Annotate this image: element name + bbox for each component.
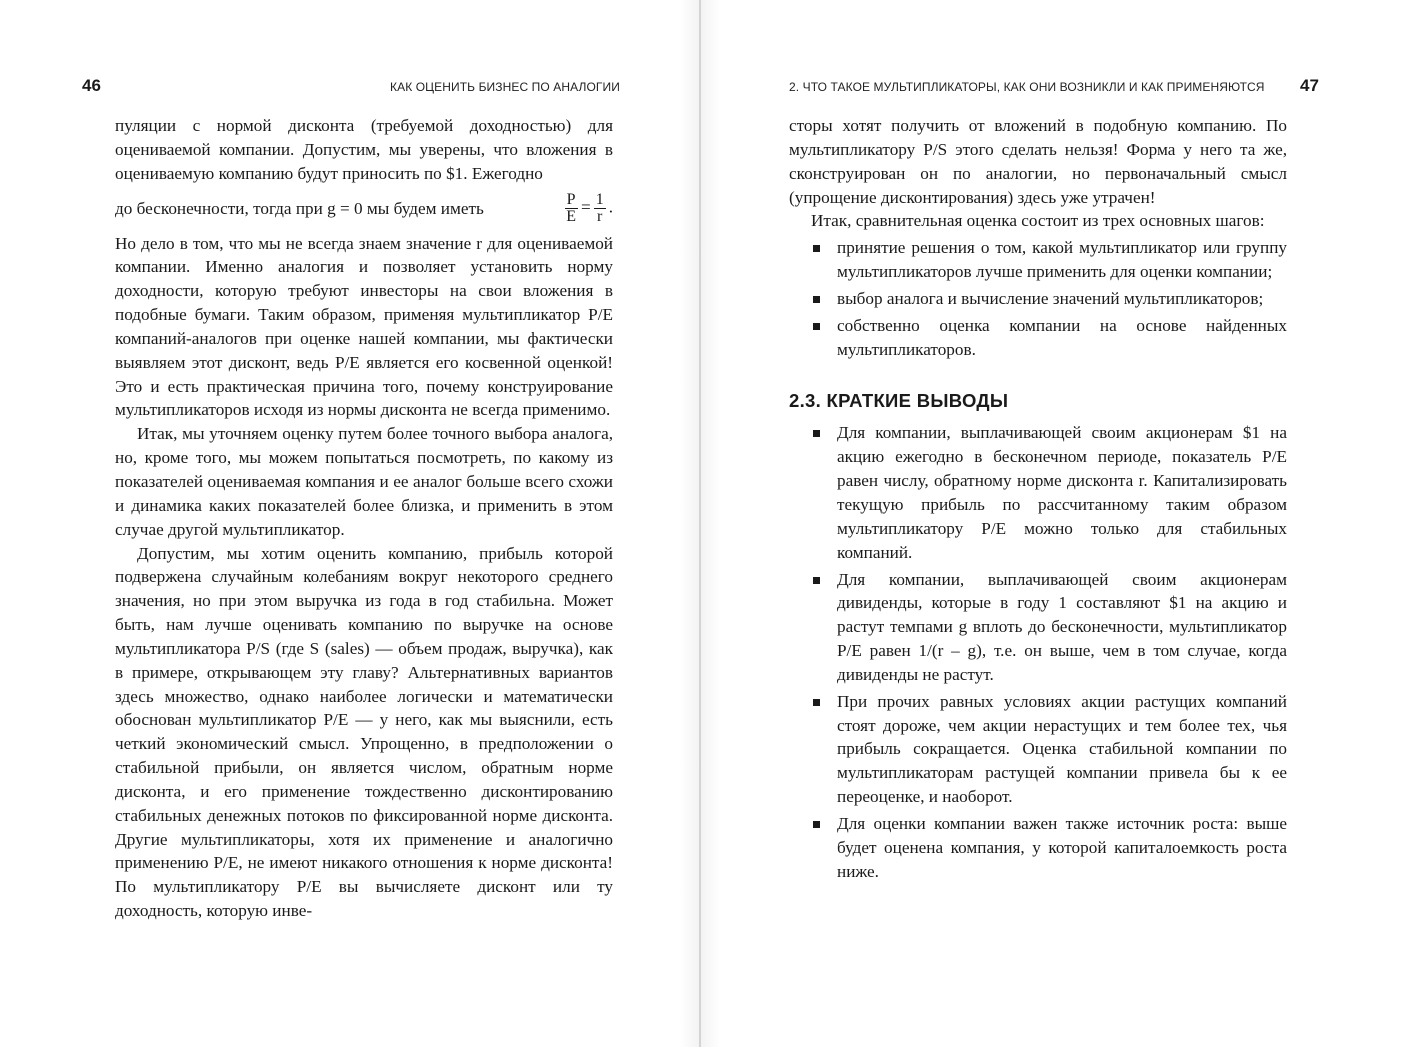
right-paragraph-1: сторы хотят получить от вложений в подобную компанию. По мультипликатору P/S этого сделать нельзя! Форма у него та же, сконструирован он по аналогии, но первоначальный смысл (упрощение дисконтирования) здесь уже утрачен! bbox=[789, 116, 1287, 207]
bullet-icon bbox=[813, 296, 820, 303]
left-running-head: КАК ОЦЕНИТЬ БИЗНЕС ПО АНАЛОГИИ bbox=[390, 80, 620, 94]
left-paragraph-1-continued: Но дело в том, что мы не всегда знаем значение r для оцениваемой компании. Именно аналогия и позволяет установить норму доходности, которую требуют инвесторы на свои вложения в подобные бумаги. Таким образом, применяя мультипликатор P/E компаний-аналогов при оценке нашей компании, мы фактически выявляем этот дисконт, ведь P/E является его косвенной оценкой! Это и есть практическая причина того, почему конструирование мультипликаторов исходя из нормы дисконта не всегда применимо. bbox=[115, 233, 613, 420]
list-item-text: При прочих равных условиях акции растущих компаний стоят дороже, чем акции нерастущих и тем более тех, чья прибыль сокращается. Оценка стабильной компании по мультипликаторам растущей компании привела бы к ее переоценке, и наоборот. bbox=[837, 691, 1287, 807]
conclusions-list bbox=[789, 421, 1287, 883]
formula-line bbox=[115, 186, 613, 232]
list-item bbox=[789, 236, 1287, 284]
list-item-text: собственно оценка компании на основе найденных мультипликаторов. bbox=[837, 315, 1287, 359]
formula-lead-text: до бесконечности, тогда при g = 0 мы будем иметь bbox=[115, 198, 484, 218]
formula-equals: = bbox=[581, 197, 591, 217]
list-item bbox=[789, 314, 1287, 362]
right-page-number: 47 bbox=[1300, 76, 1319, 95]
list-item-text: выбор аналога и вычисление значений мультипликаторов; bbox=[837, 288, 1264, 308]
bullet-icon bbox=[813, 430, 820, 437]
list-item bbox=[789, 690, 1287, 809]
right-running-head: 2. ЧТО ТАКОЕ МУЛЬТИПЛИКАТОРЫ, КАК ОНИ ВОЗНИКЛИ И КАК ПРИМЕНЯЮТСЯ bbox=[789, 80, 1265, 94]
list-item bbox=[789, 812, 1287, 884]
list-item bbox=[789, 568, 1287, 687]
left-page-body bbox=[115, 114, 613, 923]
list-item-text: Для компании, выплачивающей своим акционерам дивиденды, которые в году 1 составляют $1 на акцию и растут темпами g вплоть до бесконечности, мультипликатор P/E равен 1/(r – g), т.е. он выше, чем в том случае, когда дивиденды не растут. bbox=[837, 569, 1287, 684]
left-paragraph-3: Допустим, мы хотим оценить компанию, прибыль которой подвержена случайным колебаниям вокруг некоторого среднего значения, но при этом выручка из года в год стабильна. Может быть, нам лучше оценивать компанию по выручке на основе мультипликатора P/S (где S (sales) — объем продаж, выручка), как в примере, открывающем эту главу? Альтернативных вариантов здесь множество, однако наиболее логически и математически обоснован мультипликатор P/E — у него, как мы выяснили, есть четкий экономический смысл. Упрощенно, в предположении о стабильной прибыли, он является числом, обратным норме дисконта, и его применение тождественно дисконтированию стабильных денежных потоков по фиксированной норме дисконта. Другие мультипликаторы, хотя их применение и аналогично применению P/E, не имеют никакого отношения к норме дисконта! По мультипликатору P/E вы вычисляете дисконт или ту доходность, которую инве- bbox=[115, 543, 613, 921]
fraction-1r-numerator: 1 bbox=[595, 191, 604, 209]
fraction-pe-numerator: P bbox=[566, 191, 576, 209]
spine-line bbox=[699, 0, 701, 1047]
list-item-text: Для оценки компании важен также источник роста: выше будет оценена компания, у которой капиталоемкость роста ниже. bbox=[837, 813, 1287, 881]
fraction-pe-denominator: E bbox=[566, 208, 576, 226]
right-paragraph-2: Итак, сравнительная оценка состоит из трех основных шагов: bbox=[811, 211, 1265, 231]
section-heading: 2.3. КРАТКИЕ ВЫВОДЫ bbox=[789, 390, 1009, 412]
bullet-icon bbox=[813, 323, 820, 330]
left-paragraph-1: пуляции с нормой дисконта (требуемой доходностью) для оцениваемой компании. Допустим, мы уверены, что вложения в оцениваемую компанию будут приносить по $1. Ежегодно bbox=[115, 116, 613, 183]
list-item-text: Для компании, выплачивающей своим акционерам $1 на акцию ежегодно в бесконечном периоде, показатель P/E равен числу, обратному норме дисконта r. Капитализировать текущую прибыль по рассчитанному таким образом мультипликатору P/E можно только для стабильных компаний. bbox=[837, 423, 1287, 562]
formula-period: . bbox=[608, 197, 613, 217]
bullet-icon bbox=[813, 699, 820, 706]
right-page-body bbox=[789, 114, 1287, 883]
bullet-icon bbox=[813, 577, 820, 584]
bullet-icon bbox=[813, 821, 820, 828]
formula bbox=[561, 192, 613, 225]
steps-list bbox=[789, 236, 1287, 361]
left-paragraph-2: Итак, мы уточняем оценку путем более точного выбора аналога, но, кроме того, мы можем попытаться посмотреть, по какому из показателей оцениваемая компания и ее аналог больше всего схожи и динамика каких показателей более близка, и применить в этом случае другой мультипликатор. bbox=[115, 424, 613, 539]
fraction-1r bbox=[594, 192, 606, 225]
list-item bbox=[789, 421, 1287, 564]
list-item-text: принятие решения о том, какой мультипликатор или группу мультипликаторов лучше применить для оценки компании; bbox=[837, 238, 1287, 282]
bullet-icon bbox=[813, 245, 820, 252]
fraction-1r-denominator: r bbox=[597, 208, 603, 226]
left-page-number: 46 bbox=[82, 76, 101, 95]
list-item bbox=[789, 287, 1287, 311]
fraction-pe bbox=[564, 192, 578, 225]
